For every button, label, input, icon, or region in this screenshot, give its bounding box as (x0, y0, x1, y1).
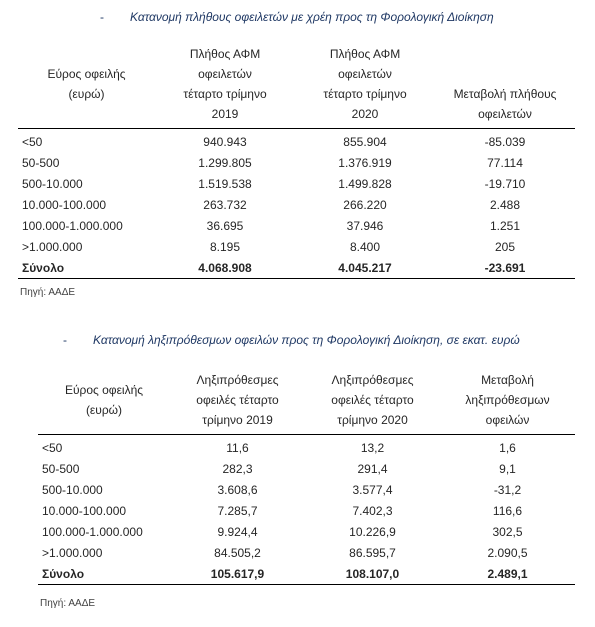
table1-source: Πηγή: ΑΑΔΕ (20, 287, 76, 298)
table-row (38, 479, 575, 500)
table-cell: 4.068.908 (155, 257, 295, 279)
table-cell: 1.519.538 (198, 176, 252, 191)
total-row (18, 257, 575, 279)
table-cell: 13,2 (360, 440, 385, 455)
table-header-row (38, 370, 575, 435)
header-line: τρίμηνο 2019 (202, 413, 273, 427)
table-cell: 1.376.919 (338, 155, 392, 170)
header-line: οφειλές τέταρτο (196, 393, 279, 407)
row-label: 10.000-100.000 (42, 503, 127, 518)
table-cell: -23.691 (435, 257, 575, 279)
header-line: τέταρτο τρίμηνο (183, 87, 267, 101)
table-cell: 4.045.217 (295, 257, 435, 279)
column-header (170, 370, 305, 435)
table-cell: 940.943 (203, 134, 247, 149)
table-cell: 855.904 (343, 134, 387, 149)
table2-title: Κατανομή ληξιπρόθεσμων οφειλών προς τη Φορολογική Διοίκηση, σε εκατ. ευρώ (93, 333, 520, 347)
table-cell: 3.577,4 (352, 482, 393, 497)
table-cell: 1.251 (489, 218, 521, 233)
row-label: >1.000.000 (42, 545, 103, 560)
column-header (440, 370, 575, 435)
table-cell: 1,6 (499, 440, 516, 455)
table-cell: 263.732 (203, 197, 247, 212)
table-row (18, 173, 575, 194)
table-cell: 9,1 (499, 461, 516, 476)
table-cell: 7.285,7 (217, 503, 258, 518)
column-header (305, 370, 440, 435)
table-cell: 2.090,5 (487, 545, 528, 560)
table-cell: 84.505,2 (214, 545, 261, 560)
row-label: 100.000-1.000.000 (22, 218, 123, 233)
header-line: οφειλετών (478, 107, 532, 121)
header-line: 2020 (351, 107, 379, 121)
table-cell: -19.710 (484, 176, 526, 191)
row-label: 10.000-100.000 (22, 197, 107, 212)
row-label: 50-500 (42, 461, 80, 476)
table-row (38, 500, 575, 521)
debtors-count-table (18, 44, 575, 279)
table-cell: 108.107,0 (305, 563, 440, 585)
header-line: (ευρώ) (68, 87, 105, 101)
header-line: (ευρώ) (85, 403, 123, 417)
header-line: Ληξιπρόθεσμες (196, 373, 279, 387)
table-cell: 11,6 (226, 440, 249, 455)
header-line: Πλήθος ΑΦΜ (329, 47, 401, 61)
header-line: οφειλών (485, 413, 530, 427)
table-row (38, 458, 575, 479)
row-label: Σύνολο (38, 563, 170, 585)
table-row (18, 152, 575, 173)
table-cell: 9.924,4 (217, 524, 258, 539)
column-header (155, 44, 295, 129)
table-row (38, 542, 575, 563)
header-line: Εύρος οφειλής (47, 67, 126, 81)
table-cell: -31,2 (493, 482, 522, 497)
header-line: τρίμηνο 2020 (337, 413, 408, 427)
table-cell: 86.595,7 (349, 545, 396, 560)
header-line: οφειλετών (198, 67, 252, 81)
row-label: <50 (42, 440, 63, 455)
table-cell: 7.402,3 (352, 503, 393, 518)
header-line: οφειλετών (338, 67, 392, 81)
table-cell: 302,5 (492, 524, 523, 539)
row-label: 500-10.000 (22, 176, 83, 191)
table-cell: 8.195 (209, 239, 241, 254)
table-row (38, 435, 575, 459)
overdue-debts-table (38, 370, 575, 585)
header-line: Εύρος οφειλής (64, 383, 144, 397)
table-cell: 291,4 (357, 461, 388, 476)
table-row (38, 521, 575, 542)
table2-source: Πηγή: ΑΑΔΕ (40, 598, 96, 609)
table-cell: 1.299.805 (198, 155, 252, 170)
table-cell: 36.695 (206, 218, 244, 233)
table-cell: 2.488 (489, 197, 521, 212)
row-label: <50 (22, 134, 43, 149)
column-header-range (38, 370, 170, 435)
table-cell: 266.220 (343, 197, 387, 212)
header-line: Πλήθος ΑΦΜ (189, 47, 261, 61)
table-cell: -85.039 (484, 134, 526, 149)
header-line: ληξιπρόθεσμων (465, 393, 550, 407)
column-header (295, 44, 435, 129)
row-label: 50-500 (22, 155, 60, 170)
table-cell: 1.499.828 (338, 176, 392, 191)
header-line: Μεταβολή (481, 373, 534, 387)
header-line: Ληξιπρόθεσμες (331, 373, 414, 387)
column-header (435, 44, 575, 129)
table-row (18, 129, 575, 153)
table-cell: 10.226,9 (349, 524, 396, 539)
table-row (18, 236, 575, 257)
table-cell: 37.946 (346, 218, 384, 233)
header-line: οφειλές τέταρτο (331, 393, 414, 407)
table1-title: Κατανομή πλήθους οφειλετών με χρέη προς τη Φορολογική Διοίκηση (130, 10, 494, 24)
row-label: 500-10.000 (42, 482, 103, 497)
bullet-dash: - (100, 10, 104, 24)
table-cell: 282,3 (222, 461, 253, 476)
table-cell: 2.489,1 (440, 563, 575, 585)
table-row (18, 194, 575, 215)
row-label: >1.000.000 (22, 239, 83, 254)
table-cell: 116,6 (492, 503, 523, 518)
row-label: Σύνολο (18, 257, 155, 279)
bullet-dash: - (63, 333, 67, 347)
header-line: 2019 (211, 107, 239, 121)
table-cell: 205 (494, 239, 516, 254)
table-cell: 8.400 (349, 239, 381, 254)
table-row (18, 215, 575, 236)
row-label: 100.000-1.000.000 (42, 524, 143, 539)
table-cell: 3.608,6 (217, 482, 258, 497)
table-header-row (18, 44, 575, 129)
header-line: Μεταβολή πλήθους (453, 87, 557, 101)
column-header-range (18, 44, 155, 129)
header-line: τέταρτο τρίμηνο (323, 87, 407, 101)
total-row (38, 563, 575, 585)
table-cell: 77.114 (487, 155, 523, 170)
table-cell: 105.617,9 (170, 563, 305, 585)
